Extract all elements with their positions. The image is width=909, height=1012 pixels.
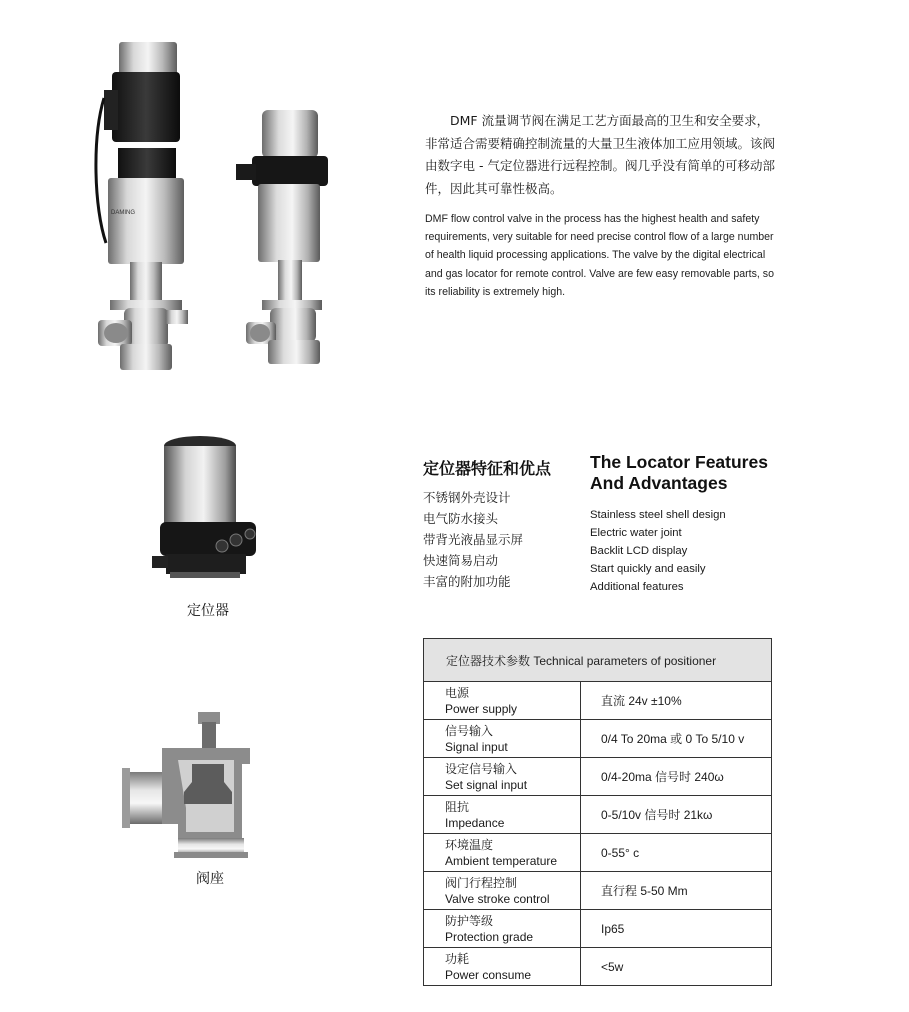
- features-title-english: [590, 452, 810, 494]
- table-row: [424, 872, 772, 910]
- intro-text-english: DMF flow control valve in the process has the highest health and safety requirements, very suitable for need precise control flow of a large number of health liquid processing applications. The valve by the digital electrical and gas locator for remote control. Valve are few easy removable parts, so its reliability is extremely high.: [425, 213, 774, 298]
- list-item: 电气防水接头: [423, 511, 499, 526]
- param-name-chinese: 信号输入: [445, 724, 494, 738]
- positioner-caption: 定位器: [187, 603, 229, 619]
- param-name-english: Protection grade: [445, 929, 534, 944]
- flow-control-valve-image-2: [232, 104, 332, 378]
- table-row: [424, 758, 772, 796]
- param-name-english: Set signal input: [445, 777, 528, 792]
- table-row: [424, 796, 772, 834]
- param-name-english: Valve stroke control: [445, 891, 550, 906]
- list-item: 带背光液晶显示屏: [423, 532, 524, 547]
- param-name-cell: [424, 796, 581, 834]
- table-row: [424, 834, 772, 872]
- param-name-chinese: 防护等级: [445, 914, 494, 928]
- valve-seat-caption: 阀座: [196, 871, 224, 887]
- param-name-chinese: 功耗: [445, 952, 470, 966]
- list-item: Electric water joint: [590, 527, 682, 539]
- param-value: 0/4-20ma 信号时 240ω: [581, 758, 772, 796]
- table-row: [424, 948, 772, 986]
- features-title-chinese: 定位器特征和优点: [423, 459, 552, 478]
- param-name-english: Impedance: [445, 815, 505, 830]
- list-item: 不锈钢外壳设计: [423, 490, 511, 505]
- param-name-chinese: 设定信号输入: [445, 762, 518, 776]
- technical-parameters-table: [423, 638, 772, 986]
- param-value: 0-55° c: [581, 834, 772, 872]
- param-name-cell: [424, 758, 581, 796]
- param-name-english: Power consume: [445, 967, 532, 982]
- list-item: Start quickly and easily: [590, 563, 706, 575]
- list-item: 快速简易启动: [423, 553, 499, 568]
- features-title-english-line-1: The Locator Features: [590, 452, 768, 472]
- table-row: [424, 910, 772, 948]
- positioner-image: [150, 434, 268, 594]
- param-name-cell: [424, 720, 581, 758]
- features-list-english: [590, 506, 726, 596]
- param-name-english: Signal input: [445, 739, 508, 754]
- param-name-cell: [424, 910, 581, 948]
- list-item: Backlit LCD display: [590, 545, 688, 557]
- param-value: 0-5/10v 信号时 21kω: [581, 796, 772, 834]
- param-name-english: Power supply: [445, 701, 518, 716]
- param-value: 直流 24v ±10%: [581, 682, 772, 720]
- param-value: 0/4 To 20ma 或 0 To 5/10 v: [581, 720, 772, 758]
- intro-text-chinese: DMF 流量调节阀在满足工艺方面最高的卫生和安全要求，非常适合需要精确控制流量的大量卫生液体加工应用领域。该阀由数字电 - 气定位器进行远程控制。阀几乎没有简单的可移动部件，因此其可靠性极高。: [425, 113, 776, 196]
- param-value: 直行程 5-50 Mm: [581, 872, 772, 910]
- list-item: Stainless steel shell design: [590, 509, 726, 521]
- table-row: [424, 682, 772, 720]
- param-name-english: Ambient temperature: [445, 853, 558, 868]
- param-name-cell: [424, 872, 581, 910]
- param-value: Ip65: [581, 910, 772, 948]
- brand-logo: DAMING: [111, 210, 135, 216]
- table-header: 定位器技术参数 Technical parameters of positioner: [424, 639, 772, 682]
- param-name-chinese: 电源: [445, 686, 470, 700]
- param-name-chinese: 阻抗: [445, 800, 470, 814]
- table-row: [424, 720, 772, 758]
- param-value: <5w: [581, 948, 772, 986]
- features-title-english-line-2: And Advantages: [590, 473, 728, 493]
- features-list-chinese: [423, 487, 523, 592]
- param-name-cell: [424, 682, 581, 720]
- valve-seat-cutaway-image: [122, 708, 262, 860]
- param-name-cell: [424, 834, 581, 872]
- list-item: Additional features: [590, 581, 684, 593]
- param-name-chinese: 阀门行程控制: [445, 876, 518, 890]
- list-item: 丰富的附加功能: [423, 574, 511, 589]
- flow-control-valve-image-1: [92, 38, 202, 378]
- param-name-chinese: 环境温度: [445, 838, 494, 852]
- param-name-cell: [424, 948, 581, 986]
